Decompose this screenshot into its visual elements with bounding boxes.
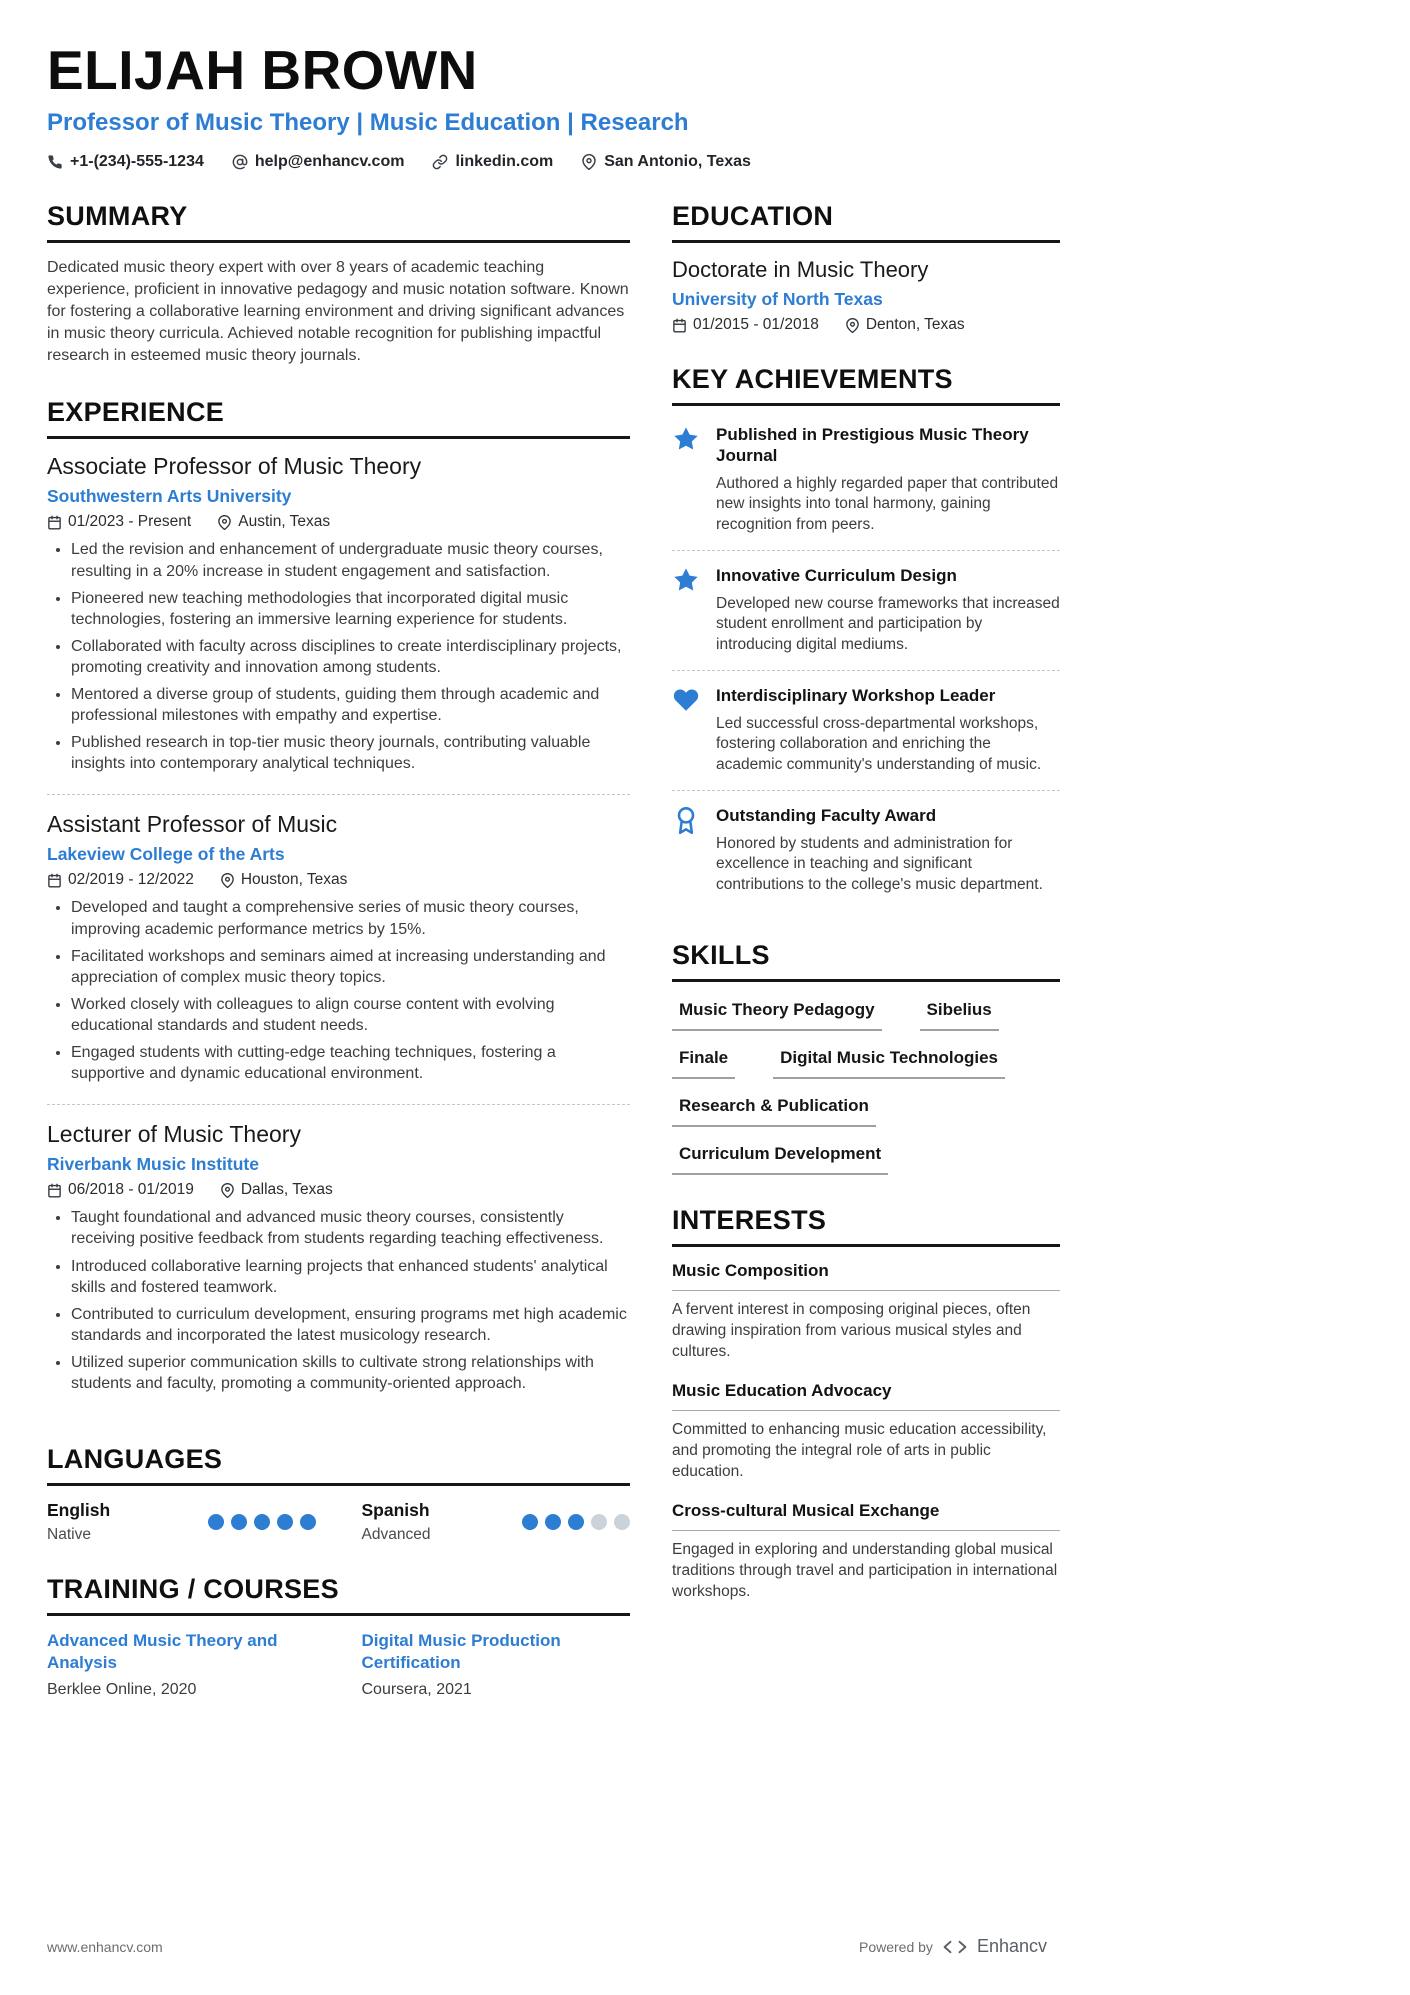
- training-heading: TRAINING / COURSES: [47, 1574, 630, 1616]
- job-bullets: [47, 539, 630, 774]
- bullet: • Taught foundational and advanced music theory courses, consistently receiving positive feedback from students regarding teaching effectiveness.: [71, 1207, 630, 1249]
- language-item: [47, 1500, 316, 1544]
- summary-section: [47, 201, 630, 367]
- job-meta: [47, 1181, 630, 1199]
- footer-site-link[interactable]: www.enhancv.com: [47, 1938, 163, 1955]
- job-location-text: Houston, Texas: [240, 871, 348, 889]
- achievement-body: [716, 424, 1060, 536]
- languages-list: [47, 1500, 630, 1544]
- proficiency-dot: [208, 1514, 224, 1530]
- bullet: • Engaged students with cutting-edge teaching techniques, fostering a supportive and dynamic educational environment.: [71, 1042, 630, 1084]
- skills-list: [672, 996, 1060, 1175]
- education-meta: [672, 316, 1060, 334]
- skill-tag: Digital Music Technologies: [773, 1048, 1005, 1079]
- skill-tag: Curriculum Development: [672, 1144, 888, 1175]
- interest-item: [672, 1381, 1060, 1483]
- job-company: Riverbank Music Institute: [47, 1154, 259, 1175]
- job-location: [220, 1181, 333, 1199]
- interest-item: [672, 1501, 1060, 1603]
- job-headline: Professor of Music Theory | Music Education | Research: [47, 109, 689, 136]
- course-provider: Berklee Online, 2020: [47, 1681, 197, 1699]
- job-meta: [47, 871, 630, 889]
- experience-heading: EXPERIENCE: [47, 397, 630, 439]
- location-pin-icon: [217, 515, 232, 530]
- interest-title: Music Education Advocacy: [672, 1381, 1060, 1411]
- achievement-text: Developed new course frameworks that increased student enrollment and participation by introducing digital mediums.: [716, 594, 1060, 654]
- powered-by-label: Powered by: [859, 1938, 933, 1955]
- left-column: [47, 201, 630, 1729]
- education-location: [845, 316, 965, 334]
- interests-section: [672, 1205, 1060, 1602]
- achievement-title: Published in Prestigious Music Theory Journal: [716, 425, 1029, 466]
- location-pin-icon: [845, 318, 860, 333]
- achievements-heading: KEY ACHIEVEMENTS: [672, 364, 1060, 406]
- powered-by: [859, 1936, 1047, 1957]
- proficiency-dot: [591, 1514, 607, 1530]
- language-labels: [362, 1500, 431, 1544]
- proficiency-dot: [614, 1514, 630, 1530]
- job-location: [217, 513, 330, 531]
- email-contact[interactable]: [232, 153, 405, 171]
- training-section: [47, 1574, 630, 1699]
- education-location-text: Denton, Texas: [865, 316, 965, 333]
- job-role: Associate Professor of Music Theory: [47, 453, 422, 480]
- job-location: [220, 871, 348, 889]
- course-title: Advanced Music Theory and Analysis: [47, 1631, 278, 1673]
- proficiency-dot: [231, 1514, 247, 1530]
- at-icon: [232, 154, 248, 170]
- skill-tag: Finale: [672, 1048, 735, 1079]
- job-role: Lecturer of Music Theory: [47, 1121, 301, 1148]
- job-meta: [47, 513, 630, 531]
- achievement-text: Authored a highly regarded paper that contributed new insights into tonal harmony, gaining recognition from peers.: [716, 474, 1059, 534]
- job-dates-text: 06/2018 - 01/2019: [68, 1181, 194, 1199]
- job-role: Assistant Professor of Music: [47, 811, 338, 838]
- phone-contact: [47, 153, 204, 171]
- experience-item: [47, 453, 630, 795]
- language-item: [362, 1500, 631, 1544]
- bullet: • Facilitated workshops and seminars aimed at increasing understanding and appreciation of complex music theory topics.: [71, 946, 630, 988]
- resume-columns: [47, 201, 1060, 1729]
- experience-item: [47, 795, 630, 1105]
- language-level: Advanced: [361, 1526, 431, 1544]
- email-address[interactable]: help@enhancv.com: [254, 153, 405, 170]
- link-icon: [432, 154, 448, 170]
- bullet: • Worked closely with colleagues to align course content with evolving educational standards and student needs.: [71, 994, 630, 1036]
- bullet: • Published research in top-tier music theory journals, contributing valuable insights into contemporary analytical techniques.: [71, 732, 630, 774]
- proficiency-dots: [522, 1514, 630, 1530]
- course-title: Digital Music Production Certification: [361, 1631, 561, 1673]
- interests-heading: INTERESTS: [672, 1205, 1060, 1247]
- achievement-body: [716, 565, 1060, 656]
- location-pin-icon: [220, 873, 235, 888]
- achievement-text: Honored by students and administration for excellence in teaching and significant contributions to the college's music department.: [716, 834, 1043, 894]
- bullet: • Led the revision and enhancement of undergraduate music theory courses, resulting in a 20% increase in student engagement and satisfaction.: [71, 539, 630, 581]
- location-pin-icon: [220, 1183, 235, 1198]
- course-item: [47, 1630, 316, 1699]
- calendar-icon: [47, 1183, 62, 1198]
- education-heading: EDUCATION: [672, 201, 1060, 243]
- education-dates-text: 01/2015 - 01/2018: [693, 316, 819, 333]
- experience-section: [47, 397, 630, 1414]
- achievement-item: [672, 791, 1060, 910]
- education-dates: [672, 316, 819, 334]
- bullet: • Contributed to curriculum development, ensuring programs met high academic standards and incorporated the latest musicology research.: [71, 1304, 630, 1346]
- job-dates: [47, 513, 191, 531]
- job-company: Southwestern Arts University: [47, 486, 292, 507]
- courses-list: [47, 1630, 630, 1699]
- achievement-item: [672, 420, 1060, 551]
- skill-tag: Music Theory Pedagogy: [672, 1000, 882, 1031]
- summary-heading: SUMMARY: [47, 201, 630, 243]
- job-location-text: Dallas, Texas: [240, 1181, 333, 1199]
- course-item: [362, 1630, 631, 1699]
- calendar-icon: [47, 515, 62, 530]
- bullet: • Developed and taught a comprehensive series of music theory courses, improving academic performance metrics by 15%.: [71, 897, 630, 939]
- proficiency-dot: [277, 1514, 293, 1530]
- language-labels: [47, 1500, 110, 1544]
- summary-text: Dedicated music theory expert with over 8 years of academic teaching experience, proficient in innovative pedagogy and music notation software. Known for fostering a collaborative learning environment and driving significant advances in music theory curricula. Achieved notable recognition for publishing impactful research in esteemed music theory journals.: [47, 259, 629, 365]
- job-company: Lakeview College of the Arts: [47, 844, 285, 865]
- education-section: [672, 201, 1060, 334]
- person-name: ELIJAH BROWN: [47, 39, 478, 101]
- achievement-title: Innovative Curriculum Design: [716, 566, 957, 586]
- language-name: Spanish: [361, 1500, 430, 1521]
- interest-text: Engaged in exploring and understanding global musical traditions through travel and participation in international workshops.: [672, 1540, 1058, 1600]
- proficiency-dot: [300, 1514, 316, 1530]
- achievement-body: [716, 685, 1060, 776]
- bullet: • Pioneered new teaching methodologies that incorporated digital music technologies, fostering an immersive learning experience for students.: [71, 588, 630, 630]
- contact-row: [47, 153, 1060, 171]
- proficiency-dot: [522, 1514, 538, 1530]
- bullet: • Mentored a diverse group of students, guiding them through academic and professional milestones with empathy and expertise.: [71, 684, 630, 726]
- page-footer: [47, 1936, 1047, 1957]
- skills-heading: SKILLS: [672, 940, 1060, 982]
- interest-item: [672, 1261, 1060, 1363]
- job-bullets: [47, 1207, 630, 1394]
- bullet: • Introduced collaborative learning projects that enhanced students' analytical skills and fostered teamwork.: [71, 1256, 630, 1298]
- right-column: [672, 201, 1060, 1729]
- languages-section: [47, 1444, 630, 1544]
- star-icon: [672, 565, 704, 656]
- proficiency-dot: [254, 1514, 270, 1530]
- star-icon: [672, 424, 704, 536]
- job-bullets: [47, 897, 630, 1084]
- experience-item: [47, 1105, 630, 1414]
- interest-title: Music Composition: [672, 1261, 1060, 1291]
- award-icon: [672, 805, 704, 896]
- achievement-title: Interdisciplinary Workshop Leader: [716, 686, 996, 706]
- resume-header: [47, 38, 1060, 171]
- skill-tag: Sibelius: [920, 1000, 999, 1031]
- languages-heading: LANGUAGES: [47, 1444, 630, 1486]
- achievement-item: [672, 671, 1060, 791]
- skill-tag: Research & Publication: [672, 1096, 876, 1127]
- proficiency-dots: [208, 1514, 316, 1530]
- language-name: English: [47, 1500, 111, 1521]
- degree-title: Doctorate in Music Theory: [672, 257, 929, 282]
- location-text: San Antonio, Texas: [604, 153, 751, 170]
- enhancv-logo-icon: [942, 1939, 968, 1955]
- course-provider: Coursera, 2021: [361, 1681, 472, 1699]
- calendar-icon: [672, 318, 687, 333]
- skills-section: [672, 940, 1060, 1175]
- location-contact: [581, 153, 751, 171]
- bullet: • Utilized superior communication skills to cultivate strong relationships with students and faculty, promoting a community-oriented approach.: [71, 1352, 630, 1394]
- link-contact[interactable]: [432, 153, 553, 171]
- language-level: Native: [47, 1526, 91, 1544]
- job-dates: [47, 871, 194, 889]
- proficiency-dot: [568, 1514, 584, 1530]
- job-location-text: Austin, Texas: [238, 513, 331, 531]
- location-pin-icon: [581, 154, 597, 170]
- link-text[interactable]: linkedin.com: [455, 153, 554, 170]
- job-dates: [47, 1181, 194, 1199]
- school-name: University of North Texas: [672, 289, 883, 309]
- achievement-body: [716, 805, 1060, 896]
- phone-number: +1-(234)-555-1234: [70, 153, 204, 170]
- interest-title: Cross-cultural Musical Exchange: [672, 1501, 1060, 1531]
- resume-page: [47, 0, 1060, 1729]
- achievement-title: Outstanding Faculty Award: [716, 806, 937, 826]
- proficiency-dot: [545, 1514, 561, 1530]
- job-dates-text: 02/2019 - 12/2022: [68, 871, 194, 889]
- interest-text: Committed to enhancing music education accessibility, and promoting the integral role of arts in public education.: [672, 1421, 1047, 1480]
- achievement-text: Led successful cross-departmental workshops, fostering collaboration and enriching the academic community's understanding of music.: [716, 714, 1042, 774]
- heart-icon: [672, 685, 704, 776]
- interest-text: A fervent interest in composing original pieces, often drawing inspiration from various musical styles and cultures.: [672, 1301, 1031, 1361]
- bullet: • Collaborated with faculty across disciplines to create interdisciplinary projects, promoting creativity and innovation among students.: [71, 636, 630, 678]
- brand-name[interactable]: Enhancv: [976, 1936, 1047, 1956]
- phone-icon: [47, 154, 63, 170]
- achievements-section: [672, 364, 1060, 910]
- calendar-icon: [47, 873, 62, 888]
- achievement-item: [672, 551, 1060, 671]
- job-dates-text: 01/2023 - Present: [68, 513, 192, 531]
